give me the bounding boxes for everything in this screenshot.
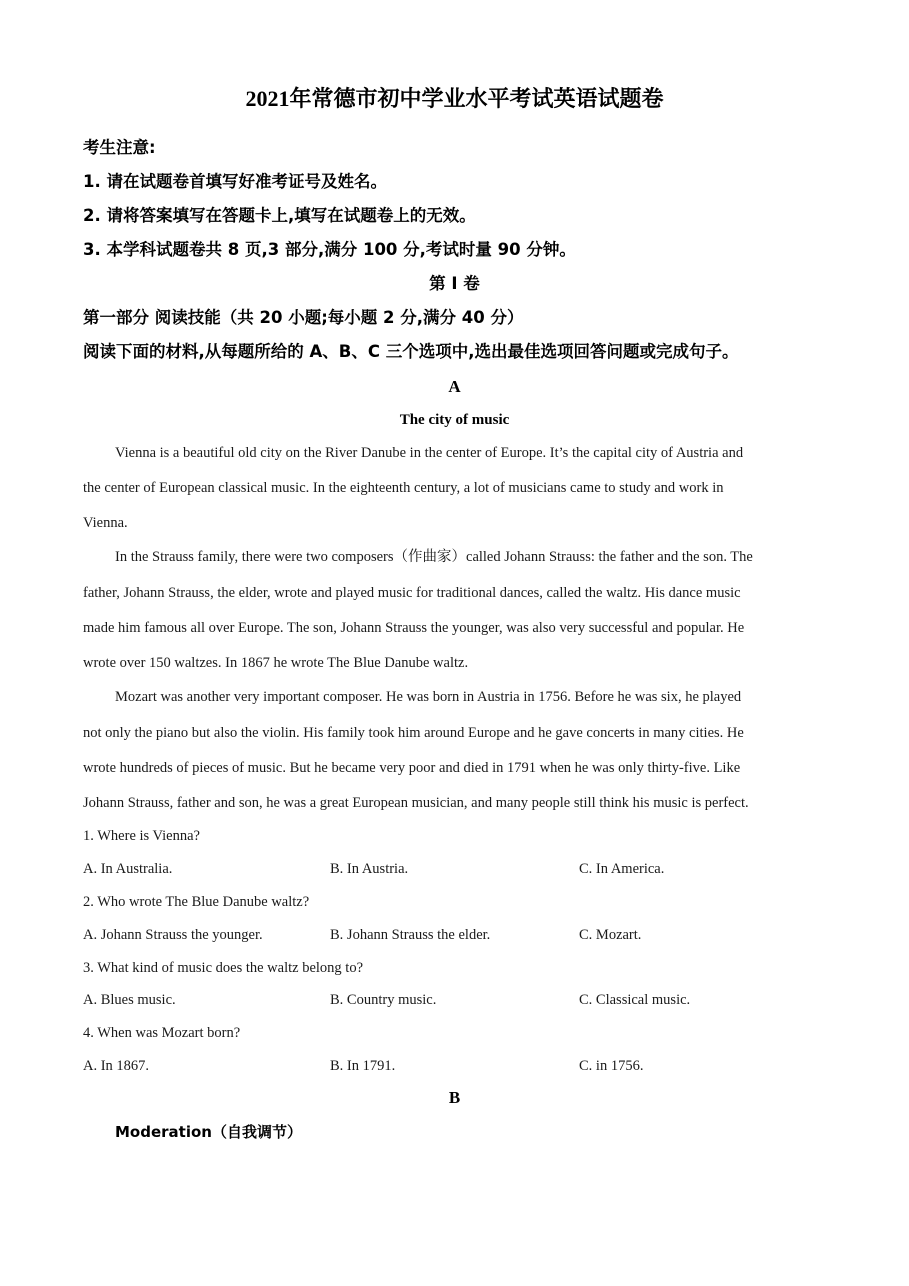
question-text: 2. Who wrote The Blue Danube waltz? <box>83 894 310 910</box>
volume-heading: 第 I 卷 <box>429 274 480 293</box>
passage-line: made him famous all over Europe. The son, Johann Strauss the younger, was also very successful and popular. He <box>83 620 745 636</box>
passage-title: The city of music <box>399 412 510 428</box>
option-b: B. In Austria. <box>330 861 409 877</box>
question-text: 4. When was Mozart born? <box>83 1025 241 1041</box>
passage-line: the center of European classical music. In the eighteenth century, a lot of musicians came to study and work in <box>83 480 724 496</box>
option-c: C. Mozart. <box>579 927 642 943</box>
part-instruction: 阅读下面的材料,从每题所给的 A、B、C 三个选项中,选出最佳选项回答问题或完成句子。 <box>83 342 739 361</box>
option-b: B. Country music. <box>330 992 437 1008</box>
option-a: A. In 1867. <box>83 1058 150 1074</box>
option-c: C. Classical music. <box>579 992 691 1008</box>
question-text: 3. What kind of music does the waltz belong to? <box>83 960 364 976</box>
passage-line: wrote over 150 waltzes. In 1867 he wrote The Blue Danube waltz. <box>83 655 469 671</box>
option-a: A. Blues music. <box>83 992 176 1008</box>
notice-heading: 考生注意: <box>83 138 156 157</box>
option-a: A. Johann Strauss the younger. <box>83 927 263 943</box>
passage-line: Mozart was another very important composer. He was born in Austria in 1756. Before he was six, he played <box>115 689 742 705</box>
passage-line: wrote hundreds of pieces of music. But he became very poor and died in 1791 when he was only thirty-five. Like <box>83 760 741 776</box>
section-letter: A <box>448 377 461 396</box>
exam-title: 2021年常德市初中学业水平考试英语试题卷 <box>245 86 664 111</box>
passage-line: Vienna is a beautiful old city on the River Danube in the center of Europe. It’s the capital city of Austria and <box>115 445 744 461</box>
passage-line: father, Johann Strauss, the elder, wrote and played music for traditional dances, called the waltz. His dance music <box>83 585 741 601</box>
passage-line: In the Strauss family, there were two composers（作曲家）called Johann Strauss: the father and the son. The <box>115 549 753 565</box>
passage-line: Vienna. <box>83 515 128 531</box>
notice-item: 3. 本学科试题卷共 8 页,3 部分,满分 100 分,考试时量 90 分钟。 <box>83 240 576 259</box>
notice-item: 1. 请在试题卷首填写好准考证号及姓名。 <box>83 172 387 191</box>
option-b: B. In 1791. <box>330 1058 396 1074</box>
part-heading: 第一部分 阅读技能（共 20 小题;每小题 2 分,满分 40 分） <box>83 308 524 327</box>
option-c: C. In America. <box>579 861 665 877</box>
passage-title: Moderation（自我调节） <box>115 1123 302 1141</box>
section-letter: B <box>448 1088 461 1107</box>
notice-item: 2. 请将答案填写在答题卡上,填写在试题卷上的无效。 <box>83 206 476 225</box>
option-b: B. Johann Strauss the elder. <box>330 927 491 943</box>
question-text: 1. Where is Vienna? <box>83 828 200 844</box>
option-a: A. In Australia. <box>83 861 173 877</box>
option-c: C. in 1756. <box>579 1058 644 1074</box>
passage-line: Johann Strauss, father and son, he was a great European musician, and many people still think his music is perfect. <box>83 795 749 811</box>
passage-line: not only the piano but also the violin. His family took him around Europe and he gave concerts in many cities. He <box>83 725 744 741</box>
